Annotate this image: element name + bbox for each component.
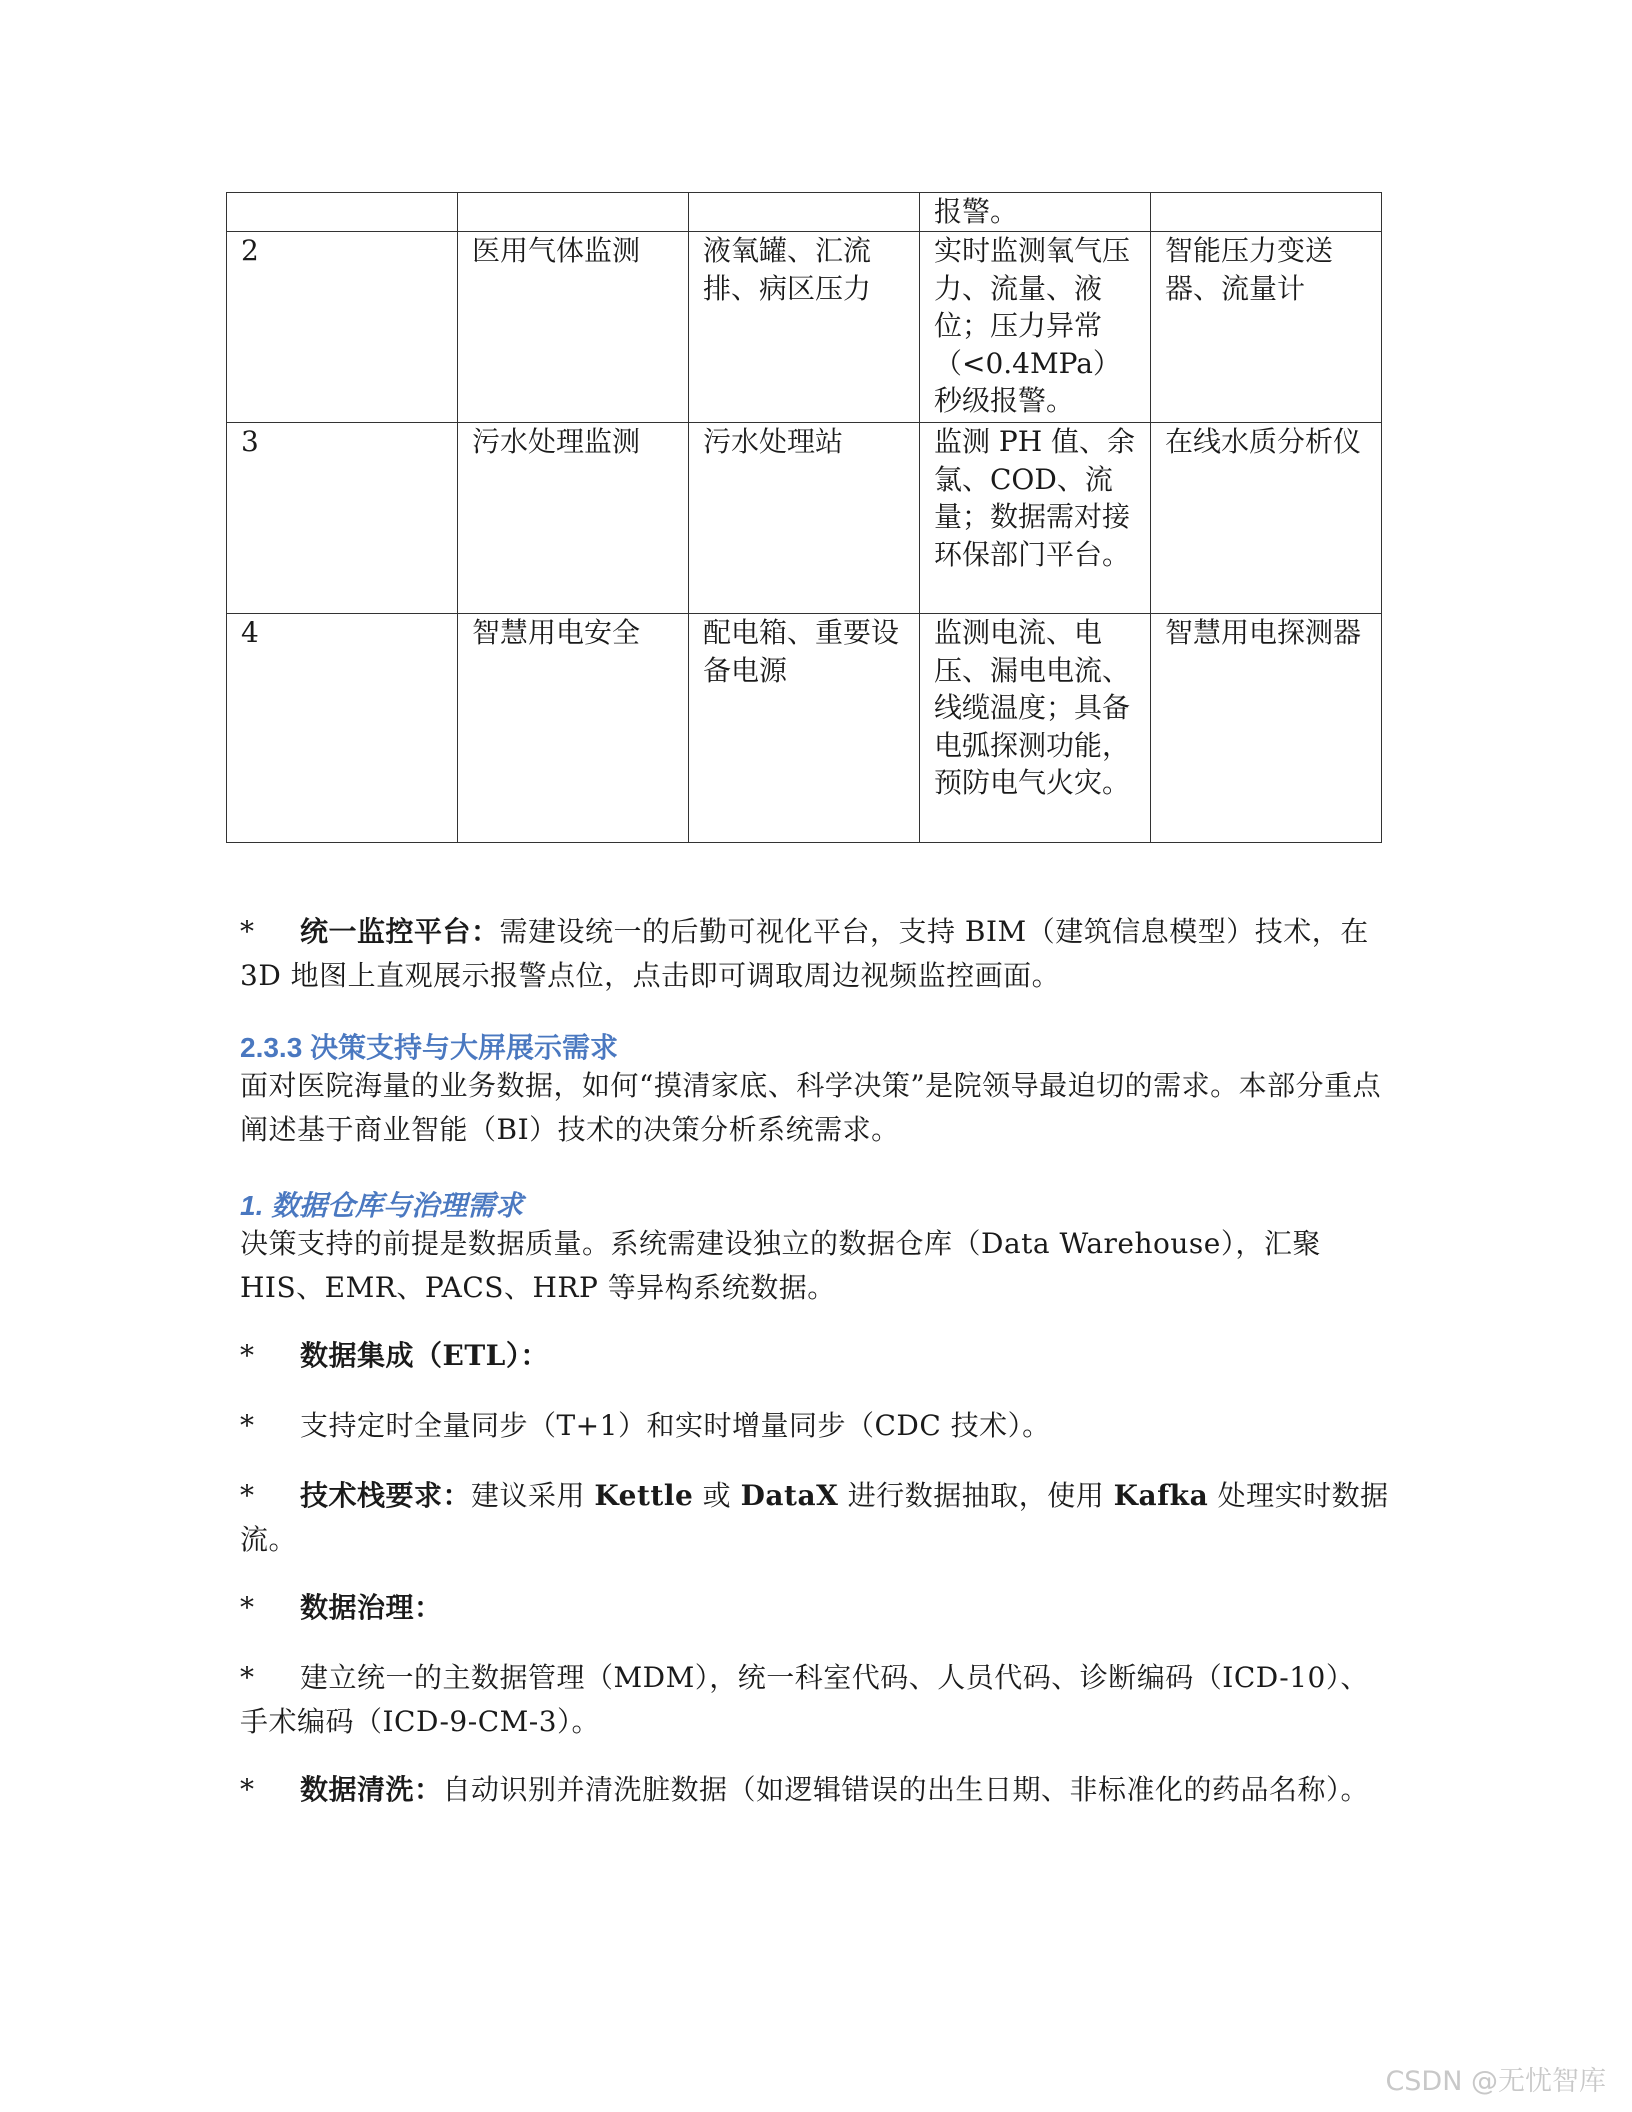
cleaning-text: 自动识别并清洗脏数据（如逻辑错误的出生日期、非标准化的药品名称）。 xyxy=(442,1773,1370,1806)
kafka-term: Kafka xyxy=(1113,1479,1209,1512)
tech-stack-text: 或 xyxy=(693,1479,741,1512)
table-cell-requirement: 监测电流、电压、漏电电流、线缆温度；具备电弧探测功能，预防电气火灾。 xyxy=(920,614,1151,843)
datax-term: DataX xyxy=(740,1479,839,1512)
table-cell-device: 在线水质分析仪 xyxy=(1151,423,1382,614)
table-cell-device: 智慧用电探测器 xyxy=(1151,614,1382,843)
table-cell xyxy=(1151,193,1382,232)
table-cell-location: 配电箱、重要设备电源 xyxy=(689,614,920,843)
tech-stack-label: 技术栈要求： xyxy=(300,1479,472,1512)
etl-bullet xyxy=(240,1334,1390,1378)
bullet-marker: * xyxy=(240,915,255,948)
table-cell-device: 智能压力变送器、流量计 xyxy=(1151,232,1382,423)
table-cell-index: 3 xyxy=(227,423,458,614)
mdm-bullet xyxy=(240,1656,1390,1744)
unified-platform-text: 需建设统一的后勤可视化平台，支持 BIM（建筑信息模型）技术，在 3D 地图上直观展示报警点位，点击即可调取周边视频监控画面。 xyxy=(240,915,1369,992)
kettle-term: Kettle xyxy=(594,1479,694,1512)
table-cell xyxy=(689,193,920,232)
tech-stack-text: 进行数据抽取，使用 xyxy=(838,1479,1114,1512)
section-2-3-3-paragraph: 面对医院海量的业务数据，如何“摸清家底、科学决策”是院领导最迫切的需求。本部分重点阐述基于商业智能（BI）技术的决策分析系统需求。 xyxy=(240,1069,1382,1146)
table-row xyxy=(227,232,1382,423)
table-row xyxy=(227,614,1382,843)
cleaning-bullet xyxy=(240,1768,1390,1812)
table-cell-item: 污水处理监测 xyxy=(458,423,689,614)
table-cell-location: 液氧罐、汇流排、病区压力 xyxy=(689,232,920,423)
csdn-watermark: CSDN @无忧智库 xyxy=(1385,2066,1606,2097)
bullet-marker: * xyxy=(240,1409,255,1442)
table-cell-requirement: 实时监测氧气压力、流量、液位；压力异常（<0.4MPa）秒级报警。 xyxy=(920,232,1151,423)
subsection-heading-data-warehouse: 1. 数据仓库与治理需求 xyxy=(240,1190,524,1221)
cleaning-label: 数据清洗： xyxy=(300,1773,443,1806)
table-row xyxy=(227,193,1382,232)
table-cell: 报警。 xyxy=(920,193,1151,232)
tech-stack-bullet xyxy=(240,1474,1390,1562)
sync-text: 支持定时全量同步（T+1）和实时增量同步（CDC 技术）。 xyxy=(300,1409,1051,1442)
table-cell-index: 2 xyxy=(227,232,458,423)
table-cell-index: 4 xyxy=(227,614,458,843)
table-cell xyxy=(458,193,689,232)
unified-platform-paragraph xyxy=(240,910,1390,998)
governance-label: 数据治理： xyxy=(300,1591,443,1624)
table-cell-location: 污水处理站 xyxy=(689,423,920,614)
tech-stack-text: 建议采用 xyxy=(471,1479,595,1512)
data-warehouse-paragraph: 决策支持的前提是数据质量。系统需建设独立的数据仓库（Data Warehouse），汇聚 HIS、EMR、PACS、HRP 等异构系统数据。 xyxy=(240,1227,1321,1304)
bullet-marker: * xyxy=(240,1661,255,1694)
mdm-text: 建立统一的主数据管理（MDM），统一科室代码、人员代码、诊断编码（ICD-10）、手术编码（ICD-9-CM-3）。 xyxy=(240,1661,1369,1738)
sync-bullet xyxy=(240,1404,1390,1448)
bullet-marker: * xyxy=(240,1339,255,1372)
governance-bullet xyxy=(240,1586,1390,1630)
bullet-marker: * xyxy=(240,1479,255,1512)
section-heading-2-3-3: 2.3.3 决策支持与大屏展示需求 xyxy=(240,1032,619,1063)
table-cell-requirement: 监测 PH 值、余氯、COD、流量；数据需对接环保部门平台。 xyxy=(920,423,1151,614)
etl-label: 数据集成（ETL）： xyxy=(300,1339,549,1372)
table-cell xyxy=(227,193,458,232)
unified-platform-label: 统一监控平台： xyxy=(300,915,500,948)
table-row xyxy=(227,423,1382,614)
requirements-table xyxy=(226,192,1382,843)
bullet-marker: * xyxy=(240,1591,255,1624)
tech-stack-text: 处理实时数据流。 xyxy=(240,1479,1389,1556)
table-cell-item: 医用气体监测 xyxy=(458,232,689,423)
bullet-marker: * xyxy=(240,1773,255,1806)
table-cell-item: 智慧用电安全 xyxy=(458,614,689,843)
